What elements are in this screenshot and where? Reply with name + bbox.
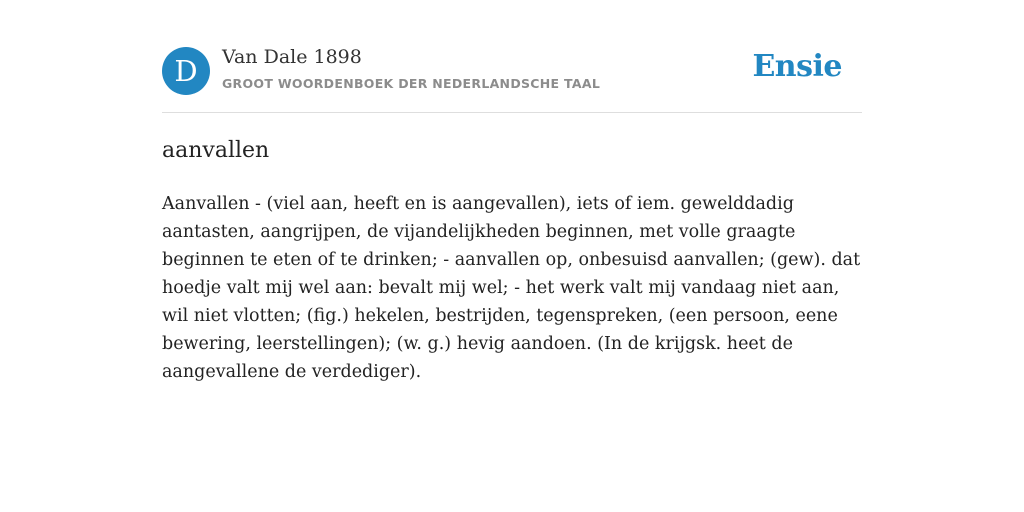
source-header (162, 45, 862, 97)
source-avatar-letter: D (174, 54, 198, 88)
source-avatar[interactable] (162, 47, 210, 95)
entry-headword: aanvallen (162, 138, 270, 163)
brand-logo[interactable]: Ensie (752, 49, 842, 84)
source-subtitle: GROOT WOORDENBOEK DER NEDERLANDSCHE TAAL (222, 76, 601, 91)
dictionary-card (162, 45, 862, 382)
header-divider (162, 112, 862, 113)
entry-definition: Aanvallen - (viel aan, heeft en is aangevallen), iets of iem. gewelddadig aantasten, aangrijpen, de vijandelijkheden beginnen, met volle graagte beginnen te eten of te drinken; - aanvallen op, onbesuisd aanvallen; (gew). dat hoedje valt mij wel aan: bevalt mij wel; - het werk valt mij vandaag niet aan, wil niet vlotten; (fig.) hekelen, bestrijden, tegenspreken, (een persoon, eene bewering, leerstellingen); (w. g.) hevig aandoen. (In de krijgsk. heet de aangevallene de verdediger). (162, 194, 861, 382)
source-title[interactable]: Van Dale 1898 (222, 46, 362, 68)
